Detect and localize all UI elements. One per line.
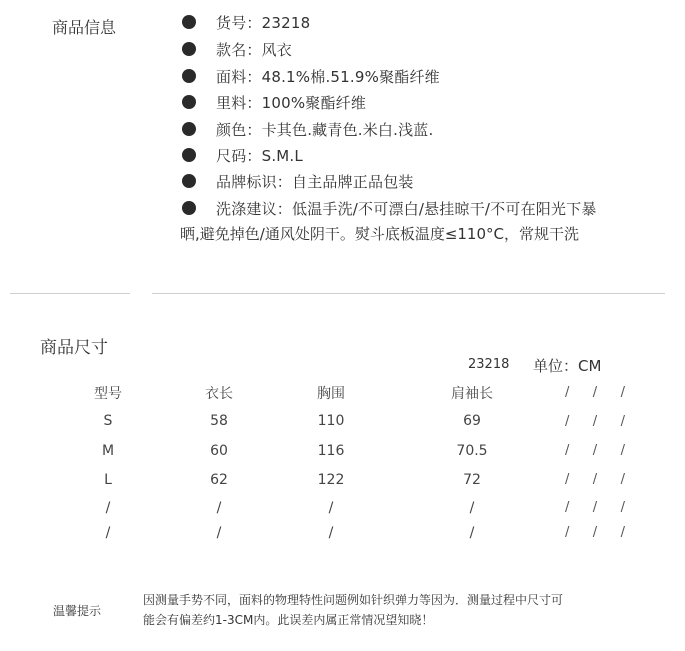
table-cell: 72: [463, 472, 481, 488]
table-cell: 116: [317, 443, 345, 459]
slash: /: [620, 414, 625, 429]
info-row-text: 品牌标识：自主品牌正品包装: [216, 172, 414, 191]
slash: /: [592, 500, 598, 515]
divider-left: [10, 293, 130, 294]
bullet-icon: [182, 122, 196, 136]
header-length: 衣长: [205, 386, 233, 402]
table-cell: /: [328, 500, 334, 516]
info-row-text: 面料：48.1%棉.51.9%聚酯纤维: [216, 67, 440, 86]
header-chest: 胸围: [317, 386, 345, 402]
slash: /: [565, 443, 570, 458]
bullet-icon: [182, 15, 196, 29]
table-cell: /: [105, 500, 111, 516]
bullet-icon: [182, 201, 196, 215]
size-unit: 单位：CM: [533, 357, 602, 375]
bullet-icon: [182, 148, 196, 162]
tip-text: [143, 590, 563, 630]
info-row-sizes: [182, 142, 303, 168]
slash: /: [592, 472, 598, 487]
extra-columns: [565, 443, 625, 458]
table-cell: S: [103, 413, 113, 429]
slash: /: [620, 472, 625, 487]
washing-continuation: 晒,避免掉色/通风处阴干。熨斗底板温度≤110°C，常规干洗: [180, 225, 579, 243]
size-code: 23218: [468, 357, 510, 372]
slash: /: [565, 472, 570, 487]
slash: /: [620, 443, 625, 458]
header-model: 型号: [94, 386, 122, 402]
info-row-text: 款名：风衣: [216, 40, 293, 59]
extra-columns: [565, 385, 625, 400]
table-cell: L: [104, 472, 112, 488]
tip-line: 因测量手势不同，面料的物理特性问题例如针织弹力等因为．测量过程中尺寸可: [143, 593, 564, 607]
info-row-text: 尺码：S.M.L: [216, 146, 303, 165]
slash: /: [565, 414, 570, 429]
slash: /: [620, 525, 625, 540]
table-cell: 122: [317, 472, 345, 488]
table-cell: /: [469, 500, 475, 516]
table-cell: /: [328, 525, 334, 541]
info-row-text: 里料：100%聚酯纤维: [216, 93, 367, 112]
info-row-brand: [182, 168, 414, 194]
bullet-icon: [182, 95, 196, 109]
info-row-text: 货号：23218: [216, 13, 311, 32]
table-cell: /: [469, 525, 475, 541]
table-cell: /: [216, 525, 222, 541]
table-cell: M: [101, 443, 115, 459]
bullet-icon: [182, 174, 196, 188]
info-row-lining: [182, 89, 366, 115]
bullet-icon: [182, 42, 196, 56]
slash: /: [592, 385, 598, 400]
info-row-text: 洗涤建议：低温手洗/不可漂白/悬挂晾干/不可在阳光下暴: [216, 199, 597, 218]
table-cell: 62: [210, 472, 228, 488]
extra-columns: [565, 500, 625, 515]
info-row-text: 颜色：卡其色.藏青色.米白.浅蓝.: [216, 120, 434, 139]
info-row-fabric: [182, 63, 440, 89]
table-cell: 60: [210, 443, 228, 459]
table-cell: 58: [210, 413, 228, 429]
extra-columns: [565, 472, 625, 487]
table-cell: /: [216, 500, 222, 516]
table-cell: 70.5: [456, 443, 488, 459]
extra-columns: [565, 525, 625, 540]
slash: /: [565, 500, 570, 515]
slash: /: [565, 525, 570, 540]
info-row-style-name: [182, 36, 292, 62]
table-cell: 69: [463, 413, 481, 429]
slash: /: [620, 500, 625, 515]
slash: /: [592, 443, 598, 458]
table-cell: 110: [317, 413, 345, 429]
divider-right: [152, 293, 665, 294]
size-title: 商品尺寸: [40, 338, 108, 358]
slash: /: [592, 414, 598, 429]
info-row-item-number: [182, 9, 310, 35]
tip-line: 能会有偏差约1-3CM内。此误差内属正常情况望知晓！: [143, 613, 434, 627]
tip-label: 温馨提示: [53, 604, 102, 618]
slash: /: [565, 385, 570, 400]
slash: /: [620, 385, 625, 400]
info-row-colors: [182, 116, 433, 142]
info-title: 商品信息: [52, 18, 117, 37]
table-cell: /: [105, 525, 111, 541]
bullet-icon: [182, 69, 196, 83]
header-shoulder-sleeve: 肩袖长: [451, 386, 493, 402]
extra-columns: [565, 414, 625, 429]
info-row-washing: [182, 195, 597, 221]
slash: /: [592, 525, 598, 540]
